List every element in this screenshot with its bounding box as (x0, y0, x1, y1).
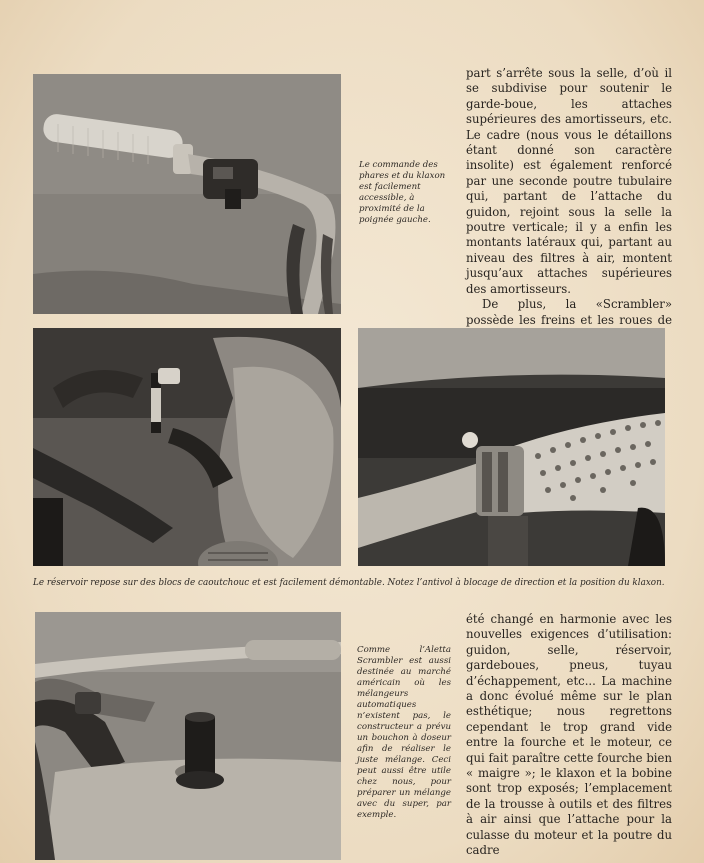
caption-mixer: Comme l’Aletta Scrambler est aussi destinée au marché américain où les mélangeurs automatiques n’existent pas, le constructeur a prévu un bouchon à doseur afin de réaliser le juste mélange. Ceci peut aussi être utile chez nous, pour préparer un mélange avec du super, par exemple. (357, 645, 451, 820)
article-column-top (466, 66, 672, 343)
caption-handlebar: Le commande des phares et du klaxon est facilement accessible, à proximité de la poignée gauche. (359, 160, 446, 225)
article-column-bottom (466, 612, 672, 859)
photo-fuel-filler (35, 612, 341, 860)
caption-tank: Le réservoir repose sur des blocs de caoutchouc et est facilement démontable. Notez l’antivol à blocage de direction et la position du klaxon. (33, 578, 665, 588)
photo-exhaust-shield (358, 328, 665, 566)
article-paragraph: De plus, la «Scrambler» possède les freins et les roues de (466, 297, 672, 327)
article-paragraph: été changé en harmonie avec les nouvelles exigences d’utilisation: guidon, selle, réservoir, gardeboues, pneus, tuyau d’échappement, etc... La machine a donc évolué même sur le plan esthétique; nous regrettons cependant le trop grand vide entre la fourche et le moteur, ce qui fait paraître cette fourche bien « maigre »; le klaxon et la bobine sont trop exposés; l’emplacement de la trousse à outils et des filtres à air ainsi que l’attache pour la culasse du moteur et la poutre du cadre (466, 612, 672, 858)
photo-tank-lock (33, 328, 341, 566)
photo-handlebar-switch (33, 74, 341, 314)
article-paragraph: part s’arrête sous la selle, d’où il se subdivise pour soutenir le garde-boue, les attaches supérieures des amortisseurs, etc. Le cadre (nous vous le détaillons étant donné son caractère insolite) est également renforcé par une seconde poutre tubulaire qui, partant de l’attache du guidon, rejoint sous la selle la poutre verticale; il y a enfin les montants latéraux qui, partant au niveau des filtres à air, montent jusqu’aux attaches supérieures des amortisseurs. (466, 66, 672, 296)
